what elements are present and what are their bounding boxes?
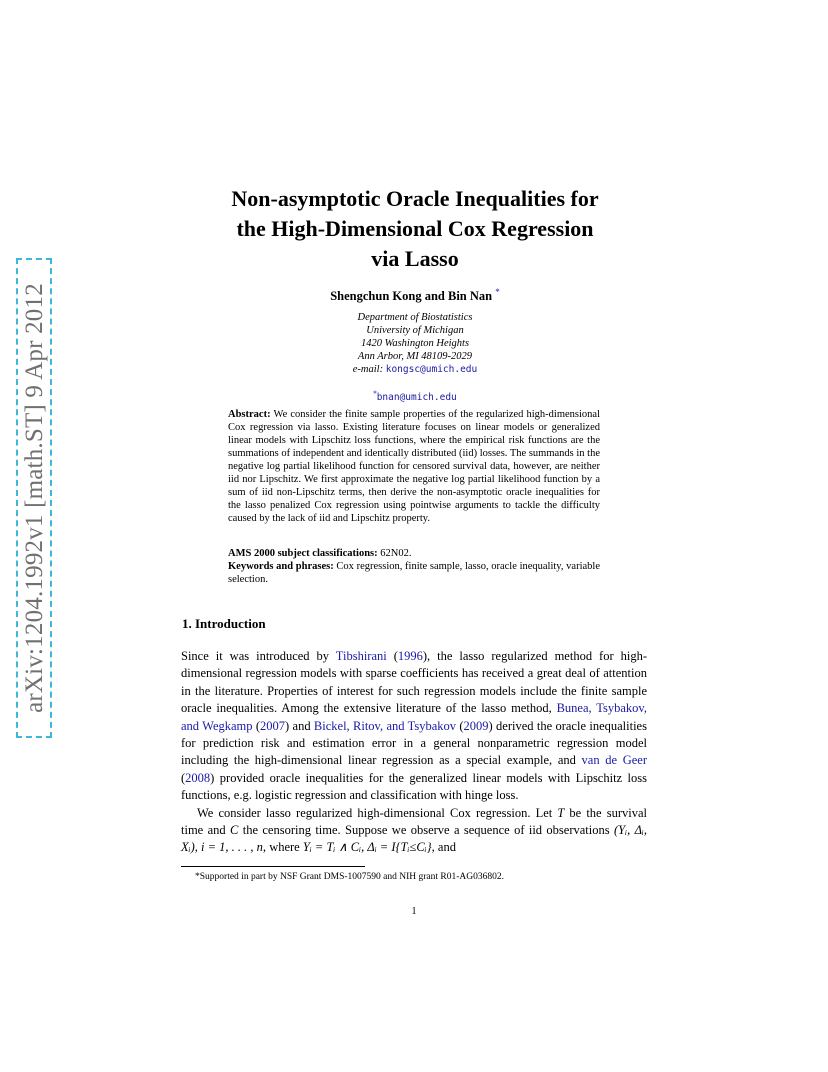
email-link-kong[interactable]: kongsc@umich.edu	[385, 364, 478, 375]
abstract-text: We consider the finite sample properties of the regularized high-dimensional Cox regression via lasso. Existing literature focuses on linear models or generalized linear models with Lipschitz loss functions, where the empirical risk functions are the summations of independent and identically distributed (iid) losses. The summands in the negative log partial likelihood function for censored survival data, however, are neither iid nor Lipschitz. We first approximate the negative log partial likelihood function by a sum of iid non-Lipschitz terms, then derive the non-asymptotic oracle inequalities for the lasso penalized Cox regression using pointwise arguments to tackle the difficulty caused by the lack of iid and Lipschitz property.	[228, 409, 601, 524]
author-names: Shengchun Kong and Bin Nan	[330, 289, 493, 304]
section-heading: 1. Introduction	[182, 616, 266, 631]
para1-text-8: (	[181, 770, 186, 785]
para1-text-1: Since it was introduced by	[181, 649, 336, 663]
math-T: T	[557, 805, 565, 820]
citation-year-2007[interactable]: 2007	[260, 718, 286, 733]
para1-text-2: (	[386, 649, 398, 663]
math-observations: (Yᵢ, Δᵢ, Xᵢ), i = 1, . . . , n,	[181, 823, 648, 855]
email-link-nan[interactable]: bnan@umich.edu	[376, 392, 457, 404]
paragraph-2	[181, 805, 647, 857]
affiliation-city: Ann Arbor, MI 48109-2029	[357, 351, 473, 362]
abstract	[228, 408, 600, 525]
paper-title	[160, 184, 670, 274]
para1-text-6: (	[456, 718, 464, 733]
title-line-2: the High-Dimensional Cox Regression	[236, 216, 594, 241]
body-text	[181, 648, 647, 857]
author-footnote-mark[interactable]: *	[495, 287, 500, 297]
author-list	[160, 287, 670, 304]
para1-text-4: (	[252, 718, 261, 733]
paragraph-1	[181, 648, 647, 805]
classification-block	[228, 547, 600, 586]
arxiv-stamp-text: arXiv:1204.1992v1 [math.ST] 9 Apr 2012	[21, 283, 48, 713]
ams-label: AMS 2000 subject classifications:	[228, 548, 378, 559]
title-line-1: Non-asymptotic Oracle Inequalities for	[231, 186, 599, 211]
keywords-value: Cox regression, finite sample, lasso, oracle inequality, variable selection.	[228, 561, 600, 585]
footnote: *Supported in part by NSF Grant DMS-1007590 and NIH grant R01-AG036802.	[195, 872, 504, 882]
keywords-label: Keywords and phrases:	[228, 561, 334, 572]
title-line-3: via Lasso	[371, 246, 459, 271]
math-definitions: Yᵢ = Tᵢ ∧ Cᵢ, Δᵢ = I{Tᵢ≤Cᵢ}	[302, 840, 432, 855]
para1-text-3: ), the lasso regularized method for high-dimensional regression models with sparse coefficients has received a great deal of attention in the literature. Properties of interest for such regression models include the finite sample oracle inequalities. Among the extensive literature of the lasso method,	[181, 649, 647, 716]
para2-text-4: where	[266, 840, 303, 855]
arxiv-stamp	[16, 258, 54, 740]
second-email	[160, 390, 670, 403]
para1-text-5: ) and	[285, 718, 314, 733]
page-number: 1	[411, 906, 417, 917]
keywords-line	[228, 560, 600, 586]
citation-bunea[interactable]: Bunea, Tsybakov, and Wegkamp	[181, 701, 647, 733]
math-C: C	[230, 823, 239, 838]
affiliation-univ: University of Michigan	[366, 325, 464, 336]
citation-vandegeer[interactable]: van de Geer	[581, 753, 647, 768]
affiliation-dept: Department of Biostatistics	[357, 312, 473, 323]
para2-text-3: the censoring time. Suppose we observe a sequence of iid observations	[238, 823, 614, 838]
citation-tibshirani[interactable]: Tibshirani	[335, 649, 387, 663]
affiliation-email-line	[160, 363, 670, 376]
ams-value: 62N02.	[380, 548, 412, 559]
footnote-rule	[181, 866, 365, 867]
affiliation-block	[160, 311, 670, 376]
para2-text-2: be the survival time and	[181, 805, 647, 838]
ams-line	[228, 547, 600, 560]
citation-bickel[interactable]: Bickel, Ritov, and Tsybakov	[313, 718, 457, 733]
para2-text-1: We consider lasso regularized high-dimensional Cox regression. Let	[197, 805, 558, 820]
para2-text-5: , and	[431, 840, 456, 855]
abstract-label: Abstract:	[228, 409, 271, 420]
citation-year-2008[interactable]: 2008	[185, 770, 211, 785]
para1-text-9: ) provided oracle inequalities for the generalized linear models with Lipschitz loss functions, e.g. logistic regression and classification with hinge loss.	[181, 770, 647, 803]
citation-year-1996[interactable]: 1996	[397, 649, 423, 663]
email2-mark: *	[373, 390, 377, 398]
affiliation-street: 1420 Washington Heights	[360, 338, 470, 349]
email-label: e-mail:	[352, 364, 386, 375]
para1-text-7: ) derived the oracle inequalities for prediction risk and estimation error in a general nonparametric regression model including the high-dimensional linear regression as a special example, and	[181, 718, 647, 768]
citation-year-2009[interactable]: 2009	[463, 718, 489, 733]
